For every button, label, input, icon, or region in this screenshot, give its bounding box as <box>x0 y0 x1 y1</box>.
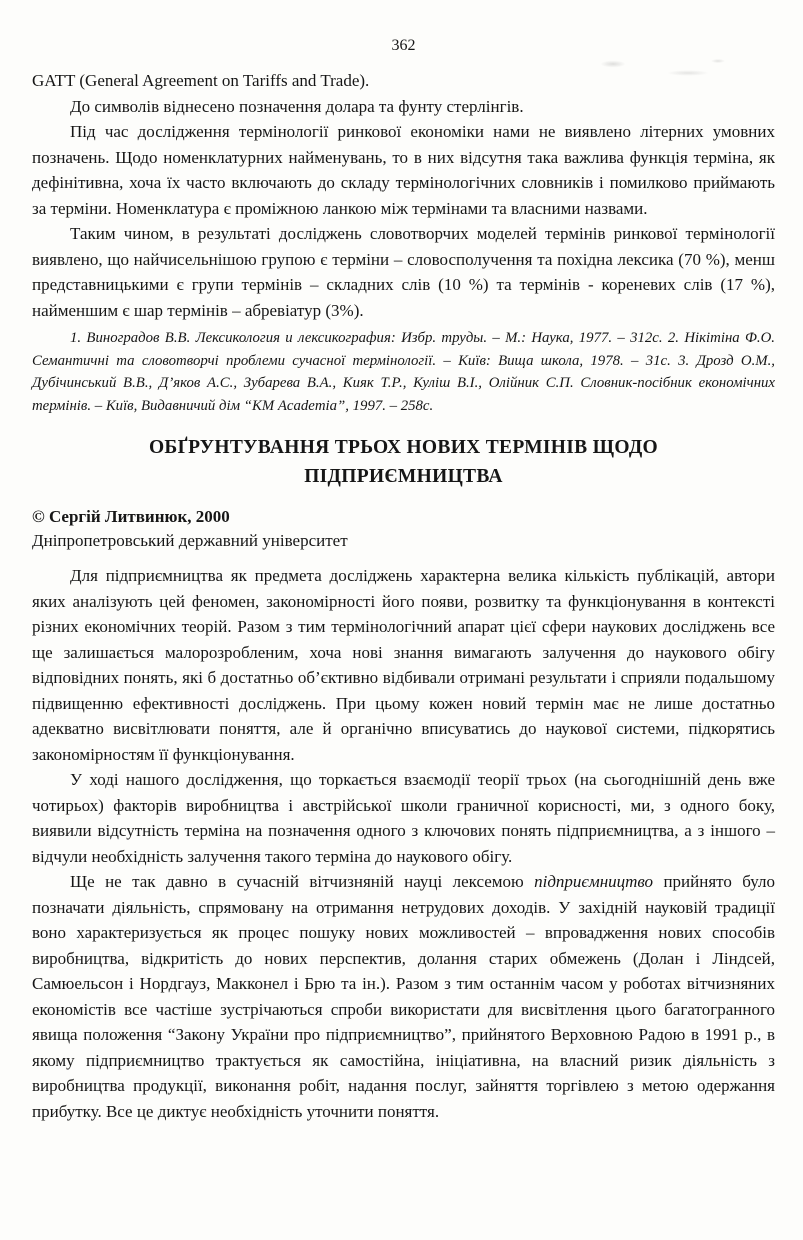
page-number: 362 <box>391 37 416 54</box>
article-author-copyright: © Сергій Литвинюк, 2000 <box>32 507 230 526</box>
article-affiliation: Дніпропетровський державний університет <box>32 531 348 550</box>
italic-term-pidpryiemnytstvo: підприємництво <box>534 872 654 891</box>
prev-article-paragraph-terminology: Під час дослідження термінології ринкової економіки нами не виявлено літерних умовних позначень. Щодо номенклатурних найменувань, то в них відсутня така важлива функція терміна, як дефінітивна, хоча їх часто включають до складу термінологічних словників і помилково приймають за терміни. Номенклатура є проміжною ланкою між термінами та власними назвами. <box>32 122 775 218</box>
prev-article-references: 1. Виноградов В.В. Лексикология и лексикография: Избр. труды. – М.: Наука, 1977. – 312с. 2. Нікітіна Ф.О. Семантичні та словотворчі проблеми сучасної термінології. – Київ: Вища школа, 1978. – 31с. 3. Дрозд О.М., Дубічинський В.В., Д’яков А.С., Зубарева В.А., Кияк Т.Р., Куліш В.І., Олійник С.П. Словник-посібник економічних термінів. – Київ, Видавничий дім “КМ Academia”, 1997. – 258с. <box>32 330 775 414</box>
article-title: ОБҐРУНТУВАННЯ ТРЬОХ НОВИХ ТЕРМІНІВ ЩОДО ПІДПРИЄМНИЦТВА <box>148 437 659 487</box>
prev-article-paragraph-conclusion: Таким чином, в результаті досліджень словотворчих моделей термінів ринкової термінології виявлено, що найчисельнішою групою є терміни – словосполучення та похідна лексика (70 %), менш представницькими є групи термінів – складних слів (10 %) та термінів - кореневих слів (17 %), найменшим є шар термінів – абревіатур (3%). <box>32 224 775 320</box>
article-paragraph-intro: Для підприємництва як предмета досліджень характерна велика кількість публікацій, автори яких аналізують цей феномен, закономірності його появи, розвитку та функціонування в контексті різних економічних теорій. Разом з тим термінологічний апарат цієї сфери наукових досліджень все ще залишається малорозробленим, хоча нові знання вимагають залучення до наукового обігу відповідних понять, які б достатньо об’єктивно відбивали отримані результати і сприяли подальшому підвищенню ефективності досліджень. При цьому кожен новий термін має не лише достатньо адекватно висвітлювати поняття, але й органічно вписуватись до наукової системи, підкорятись закономірностям її функціонування. <box>32 566 775 764</box>
article-paragraph-definition <box>32 869 775 1124</box>
definition-text-before: Ще не так давно в сучасній вітчизняній науці лексемою <box>70 872 535 891</box>
article-paragraph-research: У ході нашого дослідження, що торкається взаємодії теорії трьох (на сьогоднішній день вже чотирьох) факторів виробництва і австрійської школи граничної корисності, ми, з одного боку, виявили відсутність терміна на позначення одного з ключових понять підприємництва, а з іншого – відчули необхідність залучення такого терміна до наукового обігу. <box>32 770 775 866</box>
definition-text-after: прийнято було позначати діяльність, спрямовану на отримання нетрудових доходів. У західній науковій традиції воно характеризується як процес пошуку нових можливостей – впровадження нових способів виробництва, відкритість до нових перспектив, долання старих обмежень (Долан і Ліндсей, Самюельсон і Нордгауз, Макконел і Брю та ін.). Разом з тим останнім часом у роботах вітчизняних економістів все частіше зустрічаються спроби використати для висвітлення цього багатогранного явища положення “Закону України про підприємництво”, прийнятого Верховною Радою в 1991 р., в якому підприємництво трактується як самостійна, ініціативна, на власний ризик діяльність з виробництва продукції, виконання робіт, надання послуг, зайняття торгівлею з метою одержання прибутку. Все це диктує необхідність уточнити поняття. <box>32 872 775 1121</box>
prev-article-continuation-line: GATT (General Agreement on Tariffs and Trade). <box>32 71 370 90</box>
prev-article-paragraph-symbols: До символів віднесено позначення долара та фунту стерлінгів. <box>70 96 524 116</box>
